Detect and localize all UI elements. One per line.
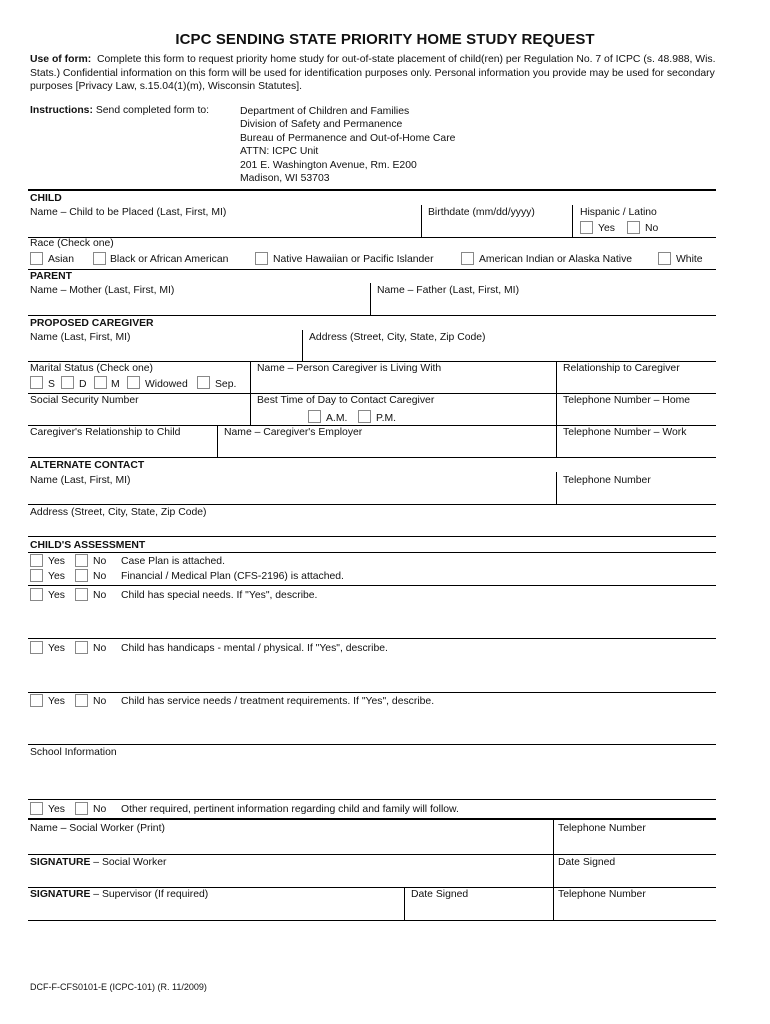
row-rule	[28, 887, 716, 888]
yes-label: Yes	[48, 571, 65, 582]
alternate-name-label: Name (Last, First, MI)	[30, 475, 131, 486]
pm-checkbox[interactable]	[358, 410, 371, 423]
best-time-label: Best Time of Day to Contact Caregiver	[257, 395, 435, 406]
financial-label: Financial / Medical Plan (CFS-2196) is attached.	[121, 571, 344, 582]
row-rule	[28, 504, 716, 505]
signature-word: SIGNATURE	[30, 889, 91, 900]
handicaps-label: Child has handicaps - mental / physical. If "Yes", describe.	[121, 643, 388, 654]
address-line: 201 E. Washington Avenue, Rm. E200	[240, 159, 417, 171]
row-rule	[28, 638, 716, 639]
am-checkbox[interactable]	[308, 410, 321, 423]
divider	[404, 887, 405, 920]
service-needs-yes-checkbox[interactable]	[30, 694, 43, 707]
father-name-label: Name – Father (Last, First, MI)	[377, 285, 520, 296]
race-native-american-checkbox[interactable]	[461, 252, 474, 265]
race-white-checkbox[interactable]	[658, 252, 671, 265]
hispanic-no-checkbox[interactable]	[627, 221, 640, 234]
address-line: ATTN: ICPC Unit	[240, 146, 319, 158]
address-line: Bureau of Permanence and Out-of-Home Care	[240, 132, 456, 144]
no-label: No	[93, 590, 107, 601]
case-plan-no-checkbox[interactable]	[75, 554, 88, 567]
race-option-label: Black or African American	[110, 254, 229, 265]
pm-label: P.M.	[376, 413, 397, 424]
marital-option-label: Sep.	[215, 379, 237, 390]
row-rule	[28, 692, 716, 693]
section-rule	[28, 818, 716, 820]
hispanic-no-label: No	[645, 223, 659, 234]
row-rule	[28, 457, 716, 458]
divider	[556, 361, 557, 457]
row-rule	[28, 361, 716, 362]
hispanic-yes-checkbox[interactable]	[580, 221, 593, 234]
mother-name-label: Name – Mother (Last, First, MI)	[30, 285, 175, 296]
row-rule	[28, 237, 716, 238]
address-line: Madison, WI 53703	[240, 173, 330, 185]
no-label: No	[93, 643, 107, 654]
race-asian-checkbox[interactable]	[30, 252, 43, 265]
yes-label: Yes	[48, 590, 65, 601]
race-option-label: Asian	[48, 254, 74, 265]
divider	[556, 472, 557, 505]
special-needs-label: Child has special needs. If "Yes", describe.	[121, 590, 318, 601]
no-label: No	[93, 571, 107, 582]
race-label: Race (Check one)	[30, 238, 114, 249]
divider	[553, 820, 554, 920]
race-option-label: White	[676, 254, 703, 265]
phone-home-label: Telephone Number – Home	[563, 395, 691, 406]
page-title: ICPC SENDING STATE PRIORITY HOME STUDY REQUEST	[175, 31, 595, 48]
rel-child-label: Caregiver's Relationship to Child	[30, 427, 181, 438]
ssn-label: Social Security Number	[30, 395, 139, 406]
financial-no-checkbox[interactable]	[75, 569, 88, 582]
worker-signature-label	[30, 857, 166, 868]
employer-label: Name – Caregiver's Employer	[224, 427, 363, 438]
yes-label: Yes	[48, 556, 65, 567]
divider	[572, 205, 573, 238]
use-of-form-label: Use of form:	[30, 54, 92, 65]
child-heading: CHILD	[30, 193, 62, 204]
signature-role: – Supervisor (If required)	[90, 889, 209, 900]
use-of-form	[30, 53, 742, 94]
row-rule	[28, 799, 716, 800]
instructions	[30, 105, 209, 116]
divider	[250, 393, 251, 425]
marital-option-label: Widowed	[145, 379, 188, 390]
relationship-label: Relationship to Caregiver	[563, 363, 680, 374]
race-black-checkbox[interactable]	[93, 252, 106, 265]
signature-role: – Social Worker	[90, 857, 167, 868]
row-rule	[28, 393, 716, 394]
financial-yes-checkbox[interactable]	[30, 569, 43, 582]
address-line: Division of Safety and Permanence	[240, 119, 403, 131]
service-needs-no-checkbox[interactable]	[75, 694, 88, 707]
race-option-label: American Indian or Alaska Native	[479, 254, 633, 265]
case-plan-label: Case Plan is attached.	[121, 556, 225, 567]
no-label: No	[93, 804, 107, 815]
service-needs-label: Child has service needs / treatment requirements. If "Yes", describe.	[121, 696, 435, 707]
alternate-address-label: Address (Street, City, State, Zip Code)	[30, 507, 207, 518]
divider	[250, 361, 251, 393]
case-plan-yes-checkbox[interactable]	[30, 554, 43, 567]
race-option-label: Native Hawaiian or Pacific Islander	[273, 254, 434, 265]
handicaps-no-checkbox[interactable]	[75, 641, 88, 654]
handicaps-yes-checkbox[interactable]	[30, 641, 43, 654]
yes-label: Yes	[48, 643, 65, 654]
divider	[217, 425, 218, 457]
yes-label: Yes	[48, 804, 65, 815]
divider	[421, 205, 422, 238]
hispanic-label: Hispanic / Latino	[580, 207, 657, 218]
marital-status-label: Marital Status (Check one)	[30, 363, 154, 374]
no-label: No	[93, 556, 107, 567]
use-of-form-text: Complete this form to request priority home study for out-of-state placement of child(ren) per Regulation No. 7 of ICPC (s. 48.988, Wis. Stats.) Confidential information on this form will be used for identification purposes only. Personal information you provide may be used for secondary purposes [Privacy Law, s.15.04(1)(m), Wisconsin Statutes].	[30, 54, 716, 92]
supervisor-date-label: Date Signed	[411, 889, 469, 900]
caregiver-address-label: Address (Street, City, State, Zip Code)	[309, 332, 486, 343]
yes-label: Yes	[48, 696, 65, 707]
divider	[302, 330, 303, 362]
living-with-label: Name – Person Caregiver is Living With	[257, 363, 442, 374]
form-number: DCF-F-CFS0101-E (ICPC-101) (R. 11/2009)	[30, 982, 207, 992]
marital-s-checkbox[interactable]	[30, 376, 43, 389]
marital-m-checkbox[interactable]	[94, 376, 107, 389]
birthdate-label: Birthdate (mm/dd/yyyy)	[428, 207, 535, 218]
race-hawaiian-checkbox[interactable]	[255, 252, 268, 265]
no-label: No	[93, 696, 107, 707]
row-rule	[28, 315, 716, 316]
supervisor-signature-label	[30, 889, 208, 900]
row-rule	[28, 552, 716, 553]
special-needs-no-checkbox[interactable]	[75, 588, 88, 601]
worker-name-label: Name – Social Worker (Print)	[30, 823, 165, 834]
school-info-label: School Information	[30, 747, 117, 758]
phone-work-label: Telephone Number – Work	[563, 427, 687, 438]
worker-date-label: Date Signed	[558, 857, 616, 868]
supervisor-phone-label: Telephone Number	[558, 889, 646, 900]
mailing-address	[240, 105, 455, 185]
marital-widowed-checkbox[interactable]	[127, 376, 140, 389]
child-name-label: Name – Child to be Placed (Last, First, MI)	[30, 207, 227, 218]
marital-sep-checkbox[interactable]	[197, 376, 210, 389]
row-rule	[28, 854, 716, 855]
marital-option-label: M	[111, 379, 120, 390]
other-info-no-checkbox[interactable]	[75, 802, 88, 815]
row-rule	[28, 425, 716, 426]
section-rule	[28, 269, 716, 270]
assessment-heading: CHILD'S ASSESSMENT	[30, 540, 146, 551]
alternate-phone-label: Telephone Number	[563, 475, 651, 486]
special-needs-yes-checkbox[interactable]	[30, 588, 43, 601]
signature-word: SIGNATURE	[30, 857, 91, 868]
hispanic-yes-label: Yes	[598, 223, 615, 234]
other-info-label: Other required, pertinent information regarding child and family will follow.	[121, 804, 459, 815]
address-line: Department of Children and Families	[240, 106, 410, 117]
worker-phone-label: Telephone Number	[558, 823, 646, 834]
marital-option-label: D	[79, 379, 87, 390]
caregiver-heading: PROPOSED CAREGIVER	[30, 318, 154, 329]
caregiver-name-label: Name (Last, First, MI)	[30, 332, 131, 343]
other-info-yes-checkbox[interactable]	[30, 802, 43, 815]
marital-option-label: S	[48, 379, 55, 390]
divider	[370, 283, 371, 316]
row-rule	[28, 585, 716, 586]
alternate-heading: ALTERNATE CONTACT	[30, 460, 145, 471]
parent-heading: PARENT	[30, 271, 72, 282]
row-rule	[28, 920, 716, 921]
section-rule	[28, 189, 716, 191]
instructions-label: Instructions:	[30, 105, 93, 116]
instructions-prefix: Send completed form to:	[95, 105, 210, 116]
am-label: A.M.	[326, 413, 348, 424]
row-rule	[28, 744, 716, 745]
marital-d-checkbox[interactable]	[61, 376, 74, 389]
row-rule	[28, 536, 716, 537]
